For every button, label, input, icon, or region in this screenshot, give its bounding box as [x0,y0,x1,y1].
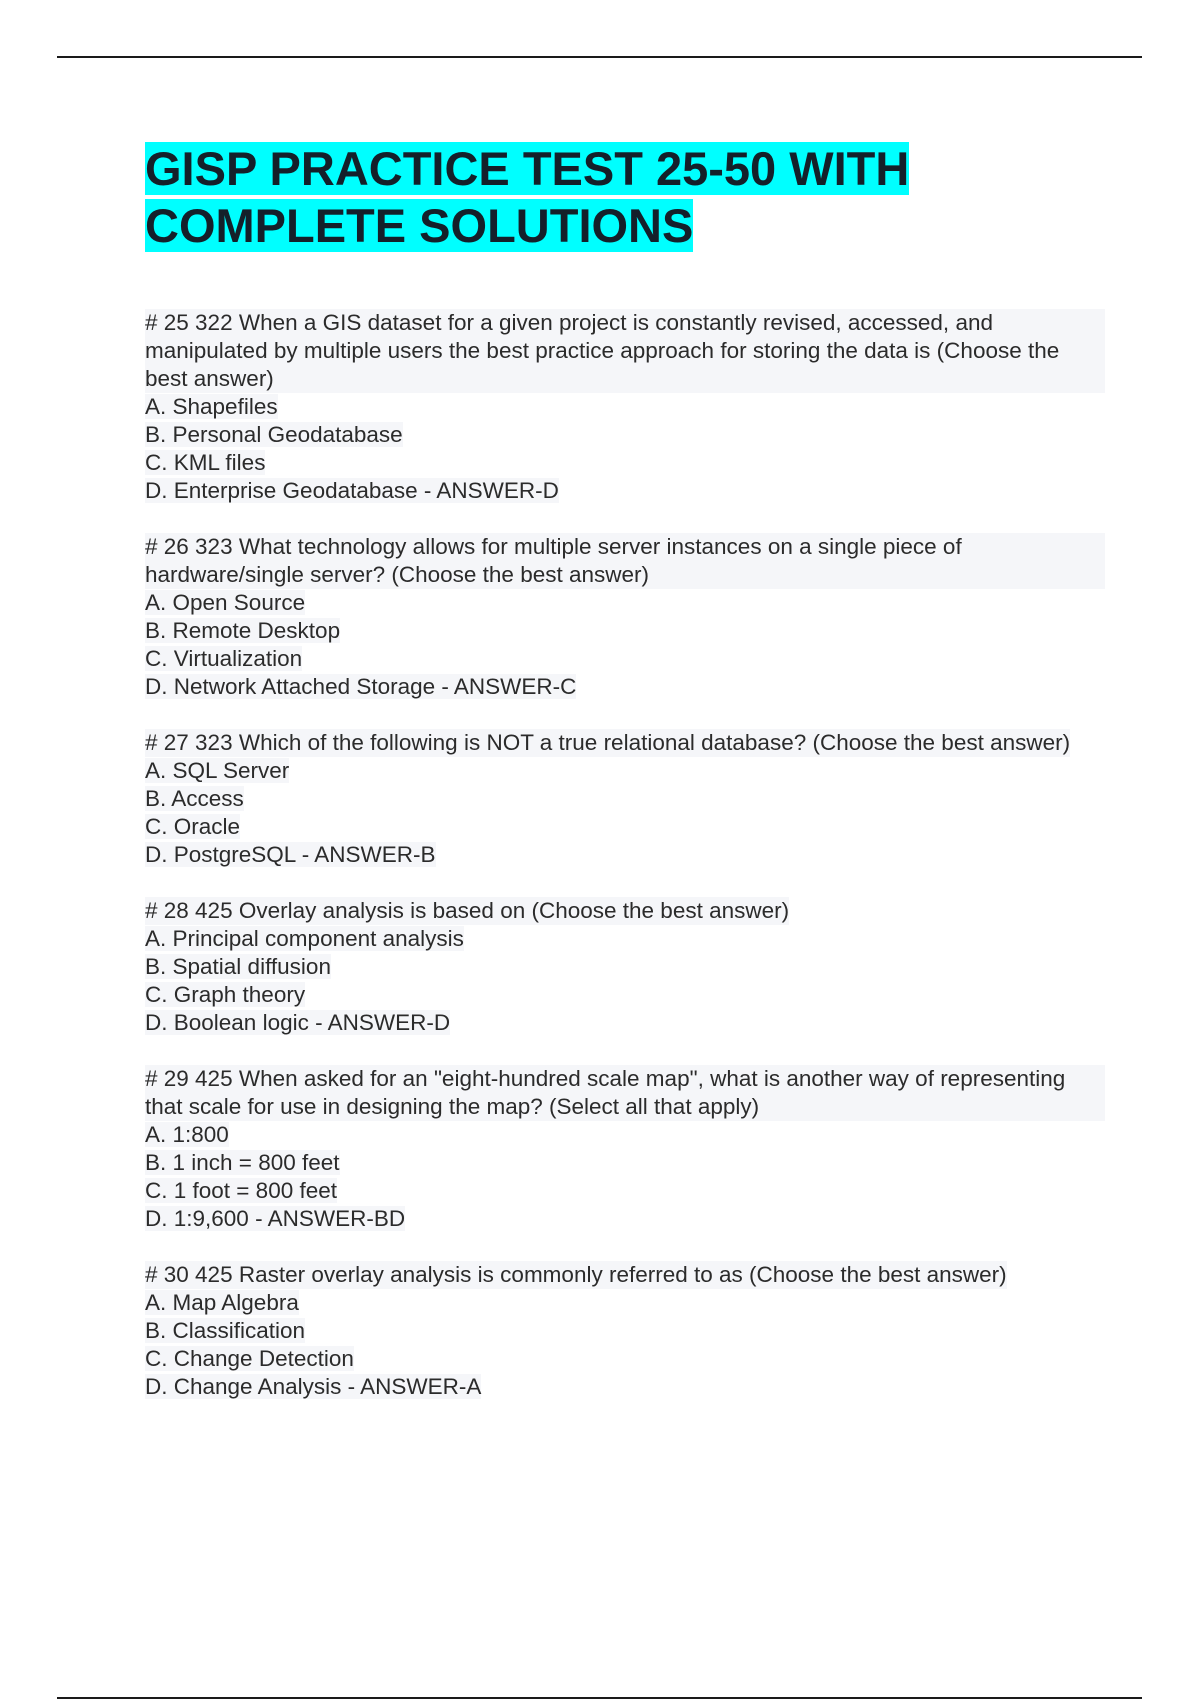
answer-option: A. Shapefiles [145,394,278,419]
answer-option: C. 1 foot = 800 feet [145,1178,338,1203]
question-27 [145,729,1105,869]
top-rule [57,56,1142,58]
question-29 [145,1065,1105,1233]
question-stem: # 27 323 Which of the following is NOT a true relational database? (Choose the best answer) [145,730,1071,755]
answer-option: A. SQL Server [145,758,290,783]
bottom-rule [57,1697,1142,1699]
answer-option: C. Change Detection [145,1346,354,1371]
question-30 [145,1261,1105,1401]
document-body [145,140,1105,1429]
answer-option: D. Enterprise Geodatabase - ANSWER-D [145,478,559,503]
answer-option: D. Boolean logic - ANSWER-D [145,1010,451,1035]
answer-option: B. 1 inch = 800 feet [145,1150,340,1175]
answer-option: A. Open Source [145,590,306,615]
answer-option: D. Change Analysis - ANSWER-A [145,1374,482,1399]
answer-option: B. Access [145,786,244,811]
answer-option: C. Virtualization [145,646,303,671]
question-stem: # 26 323 What technology allows for multiple server instances on a single piece of hardware/single server? (Choose the best answer) [145,533,1105,589]
question-stem: # 25 322 When a GIS dataset for a given project is constantly revised, accessed, and manipulated by multiple users the best practice approach for storing the data is (Choose the best answer) [145,309,1105,393]
question-25 [145,309,1105,505]
answer-option: A. Map Algebra [145,1290,299,1315]
answer-option: A. 1:800 [145,1122,229,1147]
answer-option: B. Spatial diffusion [145,954,331,979]
answer-option: D. Network Attached Storage - ANSWER-C [145,674,577,699]
document-title [145,140,1105,254]
title-line-1: GISP PRACTICE TEST 25-50 WITH [145,142,910,195]
question-stem: # 29 425 When asked for an "eight-hundred scale map", what is another way of representing that scale for use in designing the map? (Select all that apply) [145,1065,1105,1121]
answer-option: B. Personal Geodatabase [145,422,403,447]
question-26 [145,533,1105,701]
answer-option: C. KML files [145,450,266,475]
question-28 [145,897,1105,1037]
answer-option: B. Remote Desktop [145,618,341,643]
question-stem: # 30 425 Raster overlay analysis is commonly referred to as (Choose the best answer) [145,1262,1007,1287]
answer-option: A. Principal component analysis [145,926,464,951]
answer-option: D. PostgreSQL - ANSWER-B [145,842,436,867]
title-line-2: COMPLETE SOLUTIONS [145,199,694,252]
answer-option: C. Oracle [145,814,241,839]
answer-option: D. 1:9,600 - ANSWER-BD [145,1206,406,1231]
question-list [145,309,1105,1401]
answer-option: C. Graph theory [145,982,306,1007]
question-stem: # 28 425 Overlay analysis is based on (Choose the best answer) [145,898,790,923]
answer-option: B. Classification [145,1318,306,1343]
